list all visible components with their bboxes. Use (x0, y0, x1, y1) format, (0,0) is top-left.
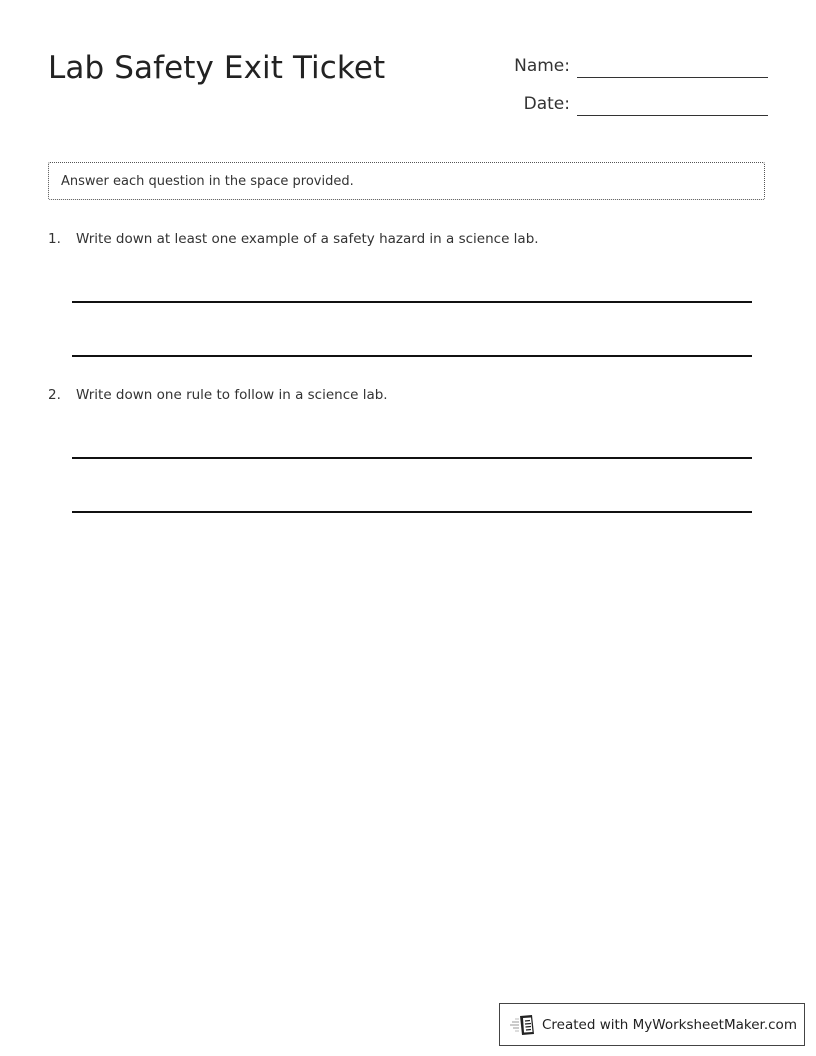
date-field[interactable] (490, 86, 768, 116)
name-input-line[interactable] (577, 77, 768, 78)
question-number: 2. (48, 387, 61, 403)
date-input-line[interactable] (577, 115, 768, 116)
name-field[interactable] (490, 48, 768, 78)
created-with-badge[interactable] (499, 1003, 805, 1046)
answer-line-2b[interactable] (72, 511, 752, 513)
badge-text: Created with MyWorksheetMaker.com (542, 1016, 797, 1033)
answer-line-1a[interactable] (72, 301, 752, 303)
worksheet-logo-icon (510, 1013, 536, 1037)
instructions-box: Answer each question in the space provided. (48, 162, 765, 200)
answer-line-1b[interactable] (72, 355, 752, 357)
name-label: Name: (514, 56, 570, 76)
answer-line-2a[interactable] (72, 457, 752, 459)
question-number: 1. (48, 231, 61, 247)
question-text: Write down at least one example of a safety hazard in a science lab. (76, 231, 539, 247)
worksheet-title: Lab Safety Exit Ticket (48, 50, 386, 86)
date-label: Date: (523, 94, 570, 114)
question-text: Write down one rule to follow in a science lab. (76, 387, 388, 403)
